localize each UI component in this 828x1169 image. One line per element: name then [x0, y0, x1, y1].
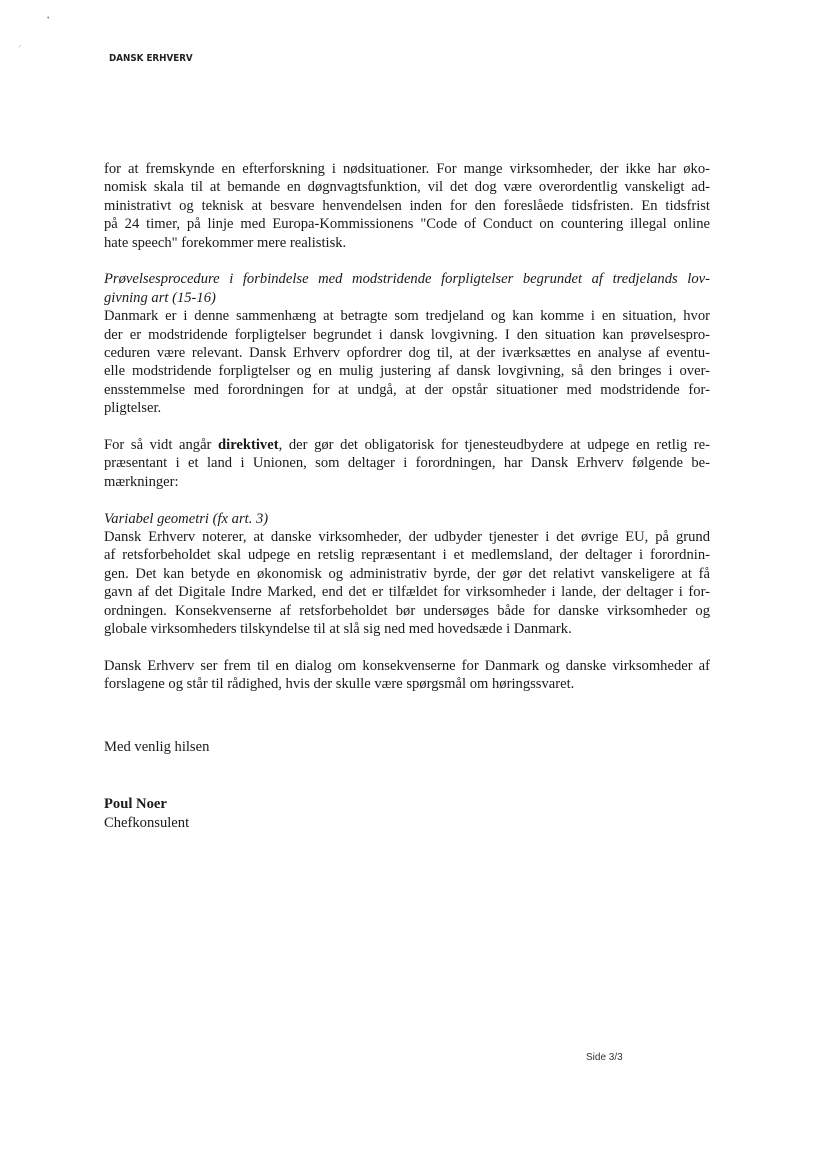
- dansk-erhverv-logo: DANSK ERHVERV: [109, 53, 193, 64]
- text-segment: , der gør det obligatorisk for tjenesteudbydere at udpege en retlig re-: [278, 437, 711, 454]
- text-line: hate speech" forekommer mere realistisk.: [104, 234, 347, 251]
- text-line: pligtelser.: [104, 400, 162, 417]
- text-line: mærkninger:: [104, 473, 179, 490]
- text-line: [104, 436, 710, 454]
- text-line: af retsforbeholdet skal udpege en retslig repræsentant i et medlemsland, der deltager i forordnin-: [104, 547, 710, 564]
- text-line: præsentant i et land i Unionen, som deltager i forordningen, har Dansk Erhverv følgende be-: [104, 455, 710, 472]
- text-line: ensstemmelse med forordningen for at undgå, at der opstår situationer med modstridende for-: [104, 381, 710, 398]
- section-heading: Variabel geometri (fx art. 3): [104, 510, 269, 527]
- text-line: ordningen. Konsekvenserne af retsforbeholdet bør undersøges både for danske virksomheder og: [104, 602, 710, 619]
- text-line: for at fremskynde en efterforskning i nødsituationer. For mange virksomheder, der ikke har øko-: [104, 161, 710, 177]
- paragraph-emergency-timeline: [104, 160, 710, 252]
- emphasis-directive: direktivet: [218, 437, 279, 454]
- section-heading: givning art (15-16): [104, 289, 216, 306]
- page-number: Side 3/3: [586, 1052, 623, 1063]
- text-line: elle modstridende forpligtelser og en mulig justering af dansk lovgivning, så den bringes i over-: [104, 363, 710, 380]
- paragraph-directive: [104, 436, 710, 491]
- letter-body: [104, 160, 710, 712]
- scan-artifact: ⸝: [18, 42, 22, 49]
- text-line: på 24 timer, på linje med Europa-Kommissionens "Code of Conduct on countering illegal online: [104, 216, 710, 233]
- section-heading: Prøvelsesprocedure i forbindelse med modstridende forpligtelser begrundet af tredjelands lov-: [104, 271, 710, 288]
- text-line: gen. Det kan betyde en økonomisk og administrativ byrde, der gør det relativt vanskeligere at få: [104, 565, 710, 582]
- closing-salutation: Med venlig hilsen: [104, 739, 210, 755]
- text-line: globale virksomheders tilskyndelse til at slå sig ned med hovedsæde i Danmark.: [104, 621, 572, 638]
- text-line: Dansk Erhverv noterer, at danske virksomheder, der udbyder tjenester i det øvrige EU, på grund: [104, 529, 710, 546]
- signature-title: Chefkonsulent: [104, 815, 190, 831]
- text-line: der er modstridende forpligtelser begrundet i dansk lovgivning. I den situation kan prøvelsespro-: [104, 326, 710, 343]
- text-line: gavn af det Digitale Indre Marked, end det er tilfældet for virksomheder i lande, der deltager i for-: [104, 584, 710, 601]
- text-line: Danmark er i denne sammenhæng at betragte som tredjeland og kan komme i en situation, hvor: [104, 308, 710, 325]
- text-line: ministrativt og teknisk at besvare henvendelsen inden for den foreslåede tidsfristen. En tidsfrist: [104, 197, 710, 214]
- text-line: Dansk Erhverv ser frem til en dialog om konsekvenserne for Danmark og danske virksomheder af: [104, 657, 710, 674]
- signature-name: Poul Noer: [104, 796, 167, 812]
- text-line: forslagene og står til rådighed, hvis der skulle være spørgsmål om høringssvaret.: [104, 676, 575, 693]
- text-line: nomisk skala til at bemande en døgnvagtsfunktion, vil det dog være overordentlig vanskeligt ad-: [104, 179, 710, 196]
- paragraph-variable-geometry: [104, 510, 710, 639]
- scan-artifact: •: [47, 15, 50, 22]
- text-line: ceduren være relevant. Dansk Erhverv opfordrer dog til, at der iværksættes en analyse af eventu-: [104, 345, 710, 362]
- paragraph-dialogue: [104, 657, 710, 694]
- paragraph-review-procedure: [104, 270, 710, 417]
- text-segment: For så vidt angår: [104, 437, 219, 454]
